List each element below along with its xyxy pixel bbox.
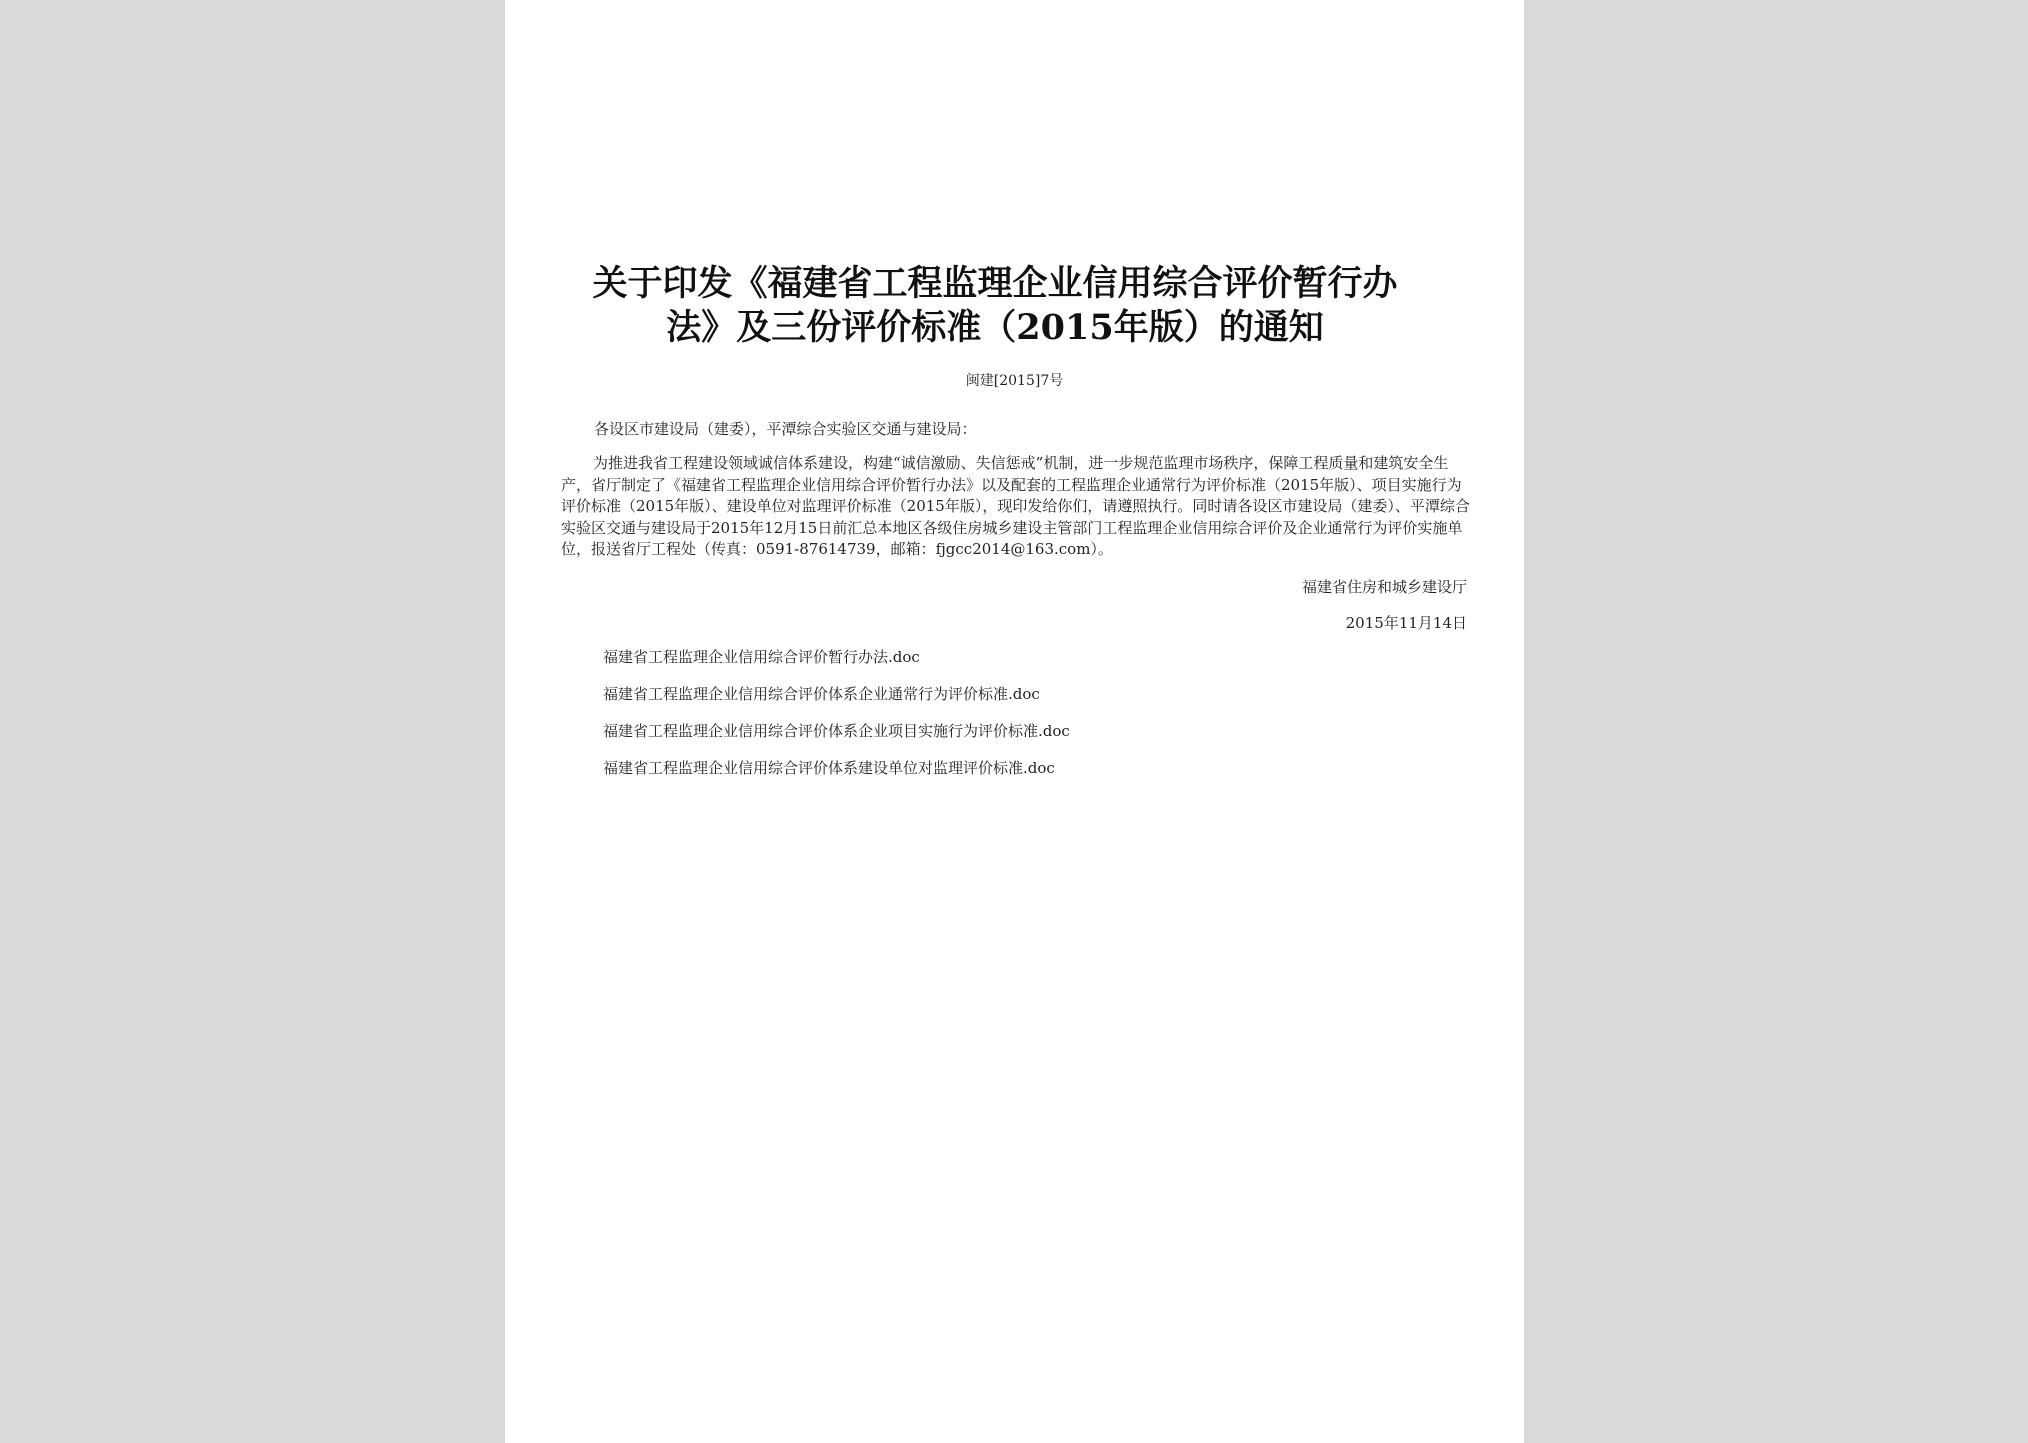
document-title-line-1: 关于印发《福建省工程监理企业信用综合评价暂行办 — [592, 263, 1398, 304]
document-title-line-2: 法》及三份评价标准（2015年版）的通知 — [666, 307, 1324, 348]
issuing-authority: 福建省住房和城乡建设厅 — [1301, 578, 1467, 596]
attachment-link[interactable]: 福建省工程监理企业信用综合评价体系建设单位对监理评价标准.doc — [603, 759, 1055, 777]
document-number: 闽建[2015]7号 — [965, 373, 1064, 389]
attachment-link[interactable]: 福建省工程监理企业信用综合评价体系企业项目实施行为评价标准.doc — [603, 722, 1070, 740]
document-title — [565, 262, 1425, 350]
body-paragraph: 为推进我省工程建设领域诚信体系建设，构建“诚信激励、失信惩戒”机制，进一步规范监理市场秩序，保障工程质量和建筑安全生产，省厅制定了《福建省工程监理企业信用综合评价暂行办法》以及配套的工程监理企业通常行为评价标准（2015年版）、项目实施行为评价标准（2015年版）、建设单位对监理评价标准（2015年版），现印发给你们，请遵照执行。同时请各设区市建设局（建委）、平潭综合实验区交通与建设局于2015年12月15日前汇总本地区各级住房城乡建设主管部门工程监理企业信用综合评价及企业通常行为评价实施单位，报送省厅工程处（传真：0591-87614739，邮箱：fjgcc2014@163.com）。 — [561, 454, 1470, 558]
attachment-link[interactable]: 福建省工程监理企业信用综合评价体系企业通常行为评价标准.doc — [603, 685, 1040, 703]
attachment-link[interactable]: 福建省工程监理企业信用综合评价暂行办法.doc — [603, 648, 920, 666]
attachment-list — [603, 647, 1070, 795]
document-page — [505, 0, 1524, 1443]
issue-date: 2015年11月14日 — [1345, 614, 1467, 632]
salutation: 各设区市建设局（建委），平潭综合实验区交通与建设局： — [594, 420, 977, 438]
